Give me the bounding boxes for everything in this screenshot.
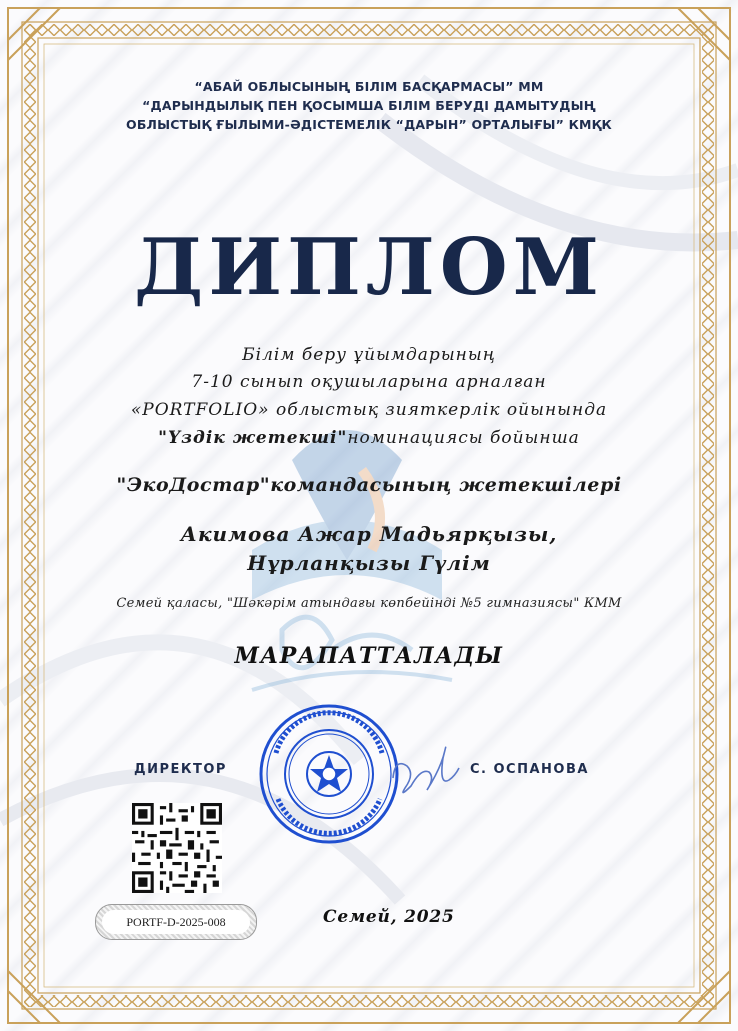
official-stamp-icon (258, 703, 400, 845)
header-line-1: “АБАЙ ОБЛЫСЫНЫҢ БІЛІМ БАСҚАРМАСЫ” ММ (194, 79, 544, 94)
director-label: ДИРЕКТОР (134, 762, 227, 777)
director-name: С. ОСПАНОВА (470, 762, 589, 777)
signature-icon (385, 728, 465, 808)
body-line-1: Білім беру ұйымдарының (242, 345, 496, 365)
qr-code-icon (132, 803, 222, 893)
award-line: МАРАПАТТАЛАДЫ (234, 643, 504, 669)
recipient-name-1: Акимова Ажар Мадьярқызы, (180, 522, 558, 546)
header-line-3: ОБЛЫСТЫҚ ҒЫЛЫМИ-ӘДІСТЕМЕЛІК “ДАРЫН” ОРТАЛЫҒЫ” КМҚК (126, 117, 612, 132)
recipient-name-2: Нұрланқызы Гүлім (247, 551, 491, 575)
team-line: "ЭкоДостар"командасының жетекшілері (116, 474, 622, 496)
body-line-2: 7-10 сынып оқушыларына арналған (191, 372, 547, 392)
diploma-title: ДИПЛОМ (134, 222, 604, 313)
nomination-suffix: номинациясы бойынша (347, 428, 580, 448)
school-line: Семей қаласы, "Шәкәрім атындағы көпбейінді №5 гимназиясы" КММ (116, 596, 622, 611)
body-line-3: «PORTFOLIO» облыстық зияткерлік ойынында (130, 400, 608, 420)
header-line-2: “ДАРЫНДЫЛЫҚ ПЕН ҚОСЫМША БІЛІМ БЕРУДІ ДАМЫТУДЫҢ (142, 98, 596, 113)
nomination-name: "Үздік жетекші" (158, 428, 348, 448)
registration-badge (95, 904, 257, 940)
body-line-4 (60, 428, 678, 448)
place-date: Семей, 2025 (323, 907, 455, 927)
registration-number: PORTF-D-2025-008 (102, 910, 250, 934)
